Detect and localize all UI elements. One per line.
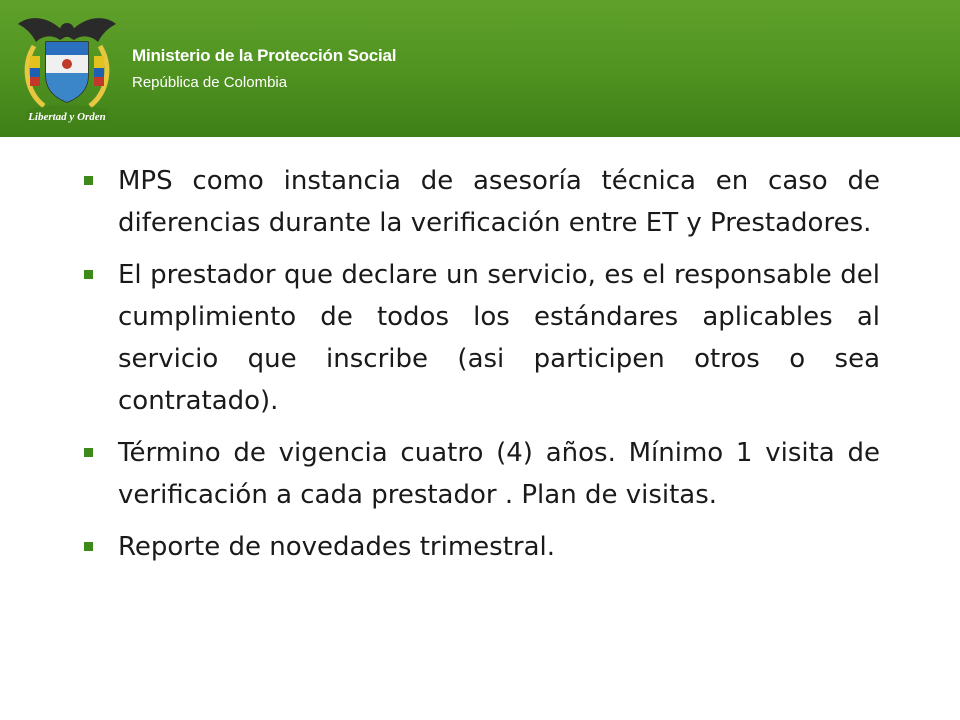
emblem-motto: Libertad y Orden — [28, 111, 106, 123]
square-bullet-icon — [84, 176, 93, 185]
header-banner — [0, 0, 960, 137]
square-bullet-icon — [84, 448, 93, 457]
bullet-text: Término de vigencia cuatro (4) años. Mínimo 1 visita de verificación a cada prestador . Plan de visitas. — [118, 438, 880, 510]
bullet-item — [80, 254, 880, 422]
bullet-item — [80, 160, 880, 244]
square-bullet-icon — [84, 270, 93, 279]
bullet-text: MPS como instancia de asesoría técnica en caso de diferencias durante la verificación entre ET y Prestadores. — [118, 166, 880, 238]
organization-name: Ministerio de la Protección Social — [132, 46, 397, 65]
bullet-text: Reporte de novedades trimestral. — [118, 532, 556, 562]
bullet-item — [80, 432, 880, 516]
bullet-list — [80, 160, 880, 568]
slide-content — [80, 160, 880, 578]
colombia-coat-of-arms-icon — [12, 6, 122, 131]
square-bullet-icon — [84, 542, 93, 551]
bullet-text: El prestador que declare un servicio, es el responsable del cumplimiento de todos los estándares aplicables al servicio que inscribe (asi participen otros o sea contratado). — [118, 260, 880, 416]
bullet-item — [80, 526, 880, 568]
country-name: República de Colombia — [132, 74, 288, 91]
